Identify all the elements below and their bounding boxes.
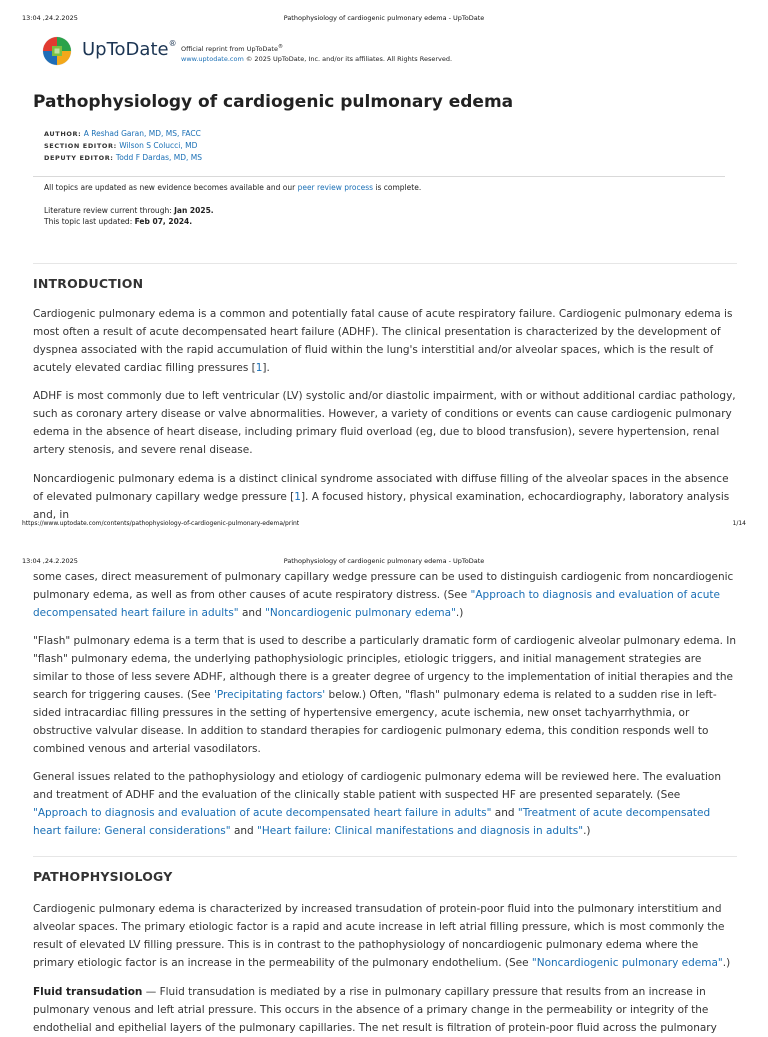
section-editor-label: SECTION EDITOR: [44,142,117,150]
deputy-editor-label: DEPUTY EDITOR: [44,154,114,162]
intro-paragraph-2: ADHF is most commonly due to left ventricular (LV) systolic and/or diastolic impairment, with or without additional cardiac pathology, such as coronary artery disease or valve abnormalities. However, a variety of conditions or events can cause cardiogenic pulmonary edema in the absence of heart disease, including primary fluid overload (eg, due to blood transfusion), severe hypertension, renal artery stenosis, and severe renal disease. [33,390,736,456]
intro-paragraph-4: "Flash" pulmonary edema is a term that is used to describe a particularly dramatic form of cardiogenic alveolar pulmonary edema. In "flash" pulmonary edema, the underlying pathophysiologic principles, etiologic triggers, and initial management strategies are similar to those of less severe ADHF, although there is a greater degree of urgency to the implementation of initial therapies and the search for triggering causes. (See 'Precipitating factors' below.) Often, "flash" pulmonary edema is related to a sudden rise in left-sided intracardiac filling pressures in the setting of hypertensive emergency, acute ischemia, new onset tachyarrhythmia, or obstructive valvular disease. In addition to standard therapies for cardiogenic pulmonary edema, this condition responds well to combined venous and arterial vasodilators. [33,635,737,755]
adhf-treatment-link[interactable]: "Treatment of acute decompensated heart failure: General considerations" [33,807,711,837]
section-divider [33,856,737,857]
adhf-diagnosis-link[interactable]: "Approach to diagnosis and evaluation of acute decompensated heart failure in adults" [33,589,720,619]
section-editor-link[interactable]: Wilson S Colucci, MD [119,141,198,150]
print-title: Pathophysiology of cardiogenic pulmonary edema - UpToDate [283,557,485,565]
author-link[interactable]: A Reshad Garan, MD, MS, FACC [83,129,201,138]
brand-name: UpToDate® [82,39,177,60]
intro-paragraph-1: Cardiogenic pulmonary edema is a common and potentially fatal cause of acute respiratory failure. Cardiogenic pulmonary edema is most often a result of acute decompensated heart failure (ADHF). The clinical presentation is characterized by the development of dyspnea associated with the rapid accumulation of fluid within the lung's interstitial and/or alveolar spaces, which is the result of acutely elevated cardiac filling pressures [1]. [33,308,733,374]
divider [33,176,725,177]
page-1-header [0,14,768,28]
review-dates: Literature review current through: Jan 2025. This topic last updated: Feb 07, 2024. [44,206,214,226]
uptodate-logo-icon [42,36,72,66]
noncardiogenic-edema-link[interactable]: "Noncardiogenic pulmonary edema" [531,957,723,969]
uptodate-site-link[interactable]: www.uptodate.com [181,55,244,64]
fluid-transudation-term: Fluid transudation [33,986,143,998]
intro-paragraph-3-start: Noncardiogenic pulmonary edema is a distinct clinical syndrome associated with diffuse filling of the alveolar spaces in the absence of elevated pulmonary capillary wedge pressure [1]. A focused history, physical examination, echocardiography, laboratory analysis and, in [33,473,730,521]
author-label: AUTHOR: [44,130,82,138]
print-date: 13:04 ,24.2.2025 [22,557,78,565]
intro-paragraph-3-cont: some cases, direct measurement of pulmonary capillary wedge pressure can be used to distinguish cardiogenic from noncardiogenic pulmonary edema, as well as from other causes of acute respiratory distress. (See "Approach to diagnosis and evaluation of acute decompensated heart failure in adults" and "Noncardiogenic pulmonary edema".) [33,571,734,619]
pathophysiology-heading: PATHOPHYSIOLOGY [33,869,173,884]
reprint-notice: Official reprint from UpToDate® www.uptodate.com © 2025 UpToDate, Inc. and/or its affiliates. All Rights Reserved. [181,44,453,64]
patho-paragraph-1: Cardiogenic pulmonary edema is characterized by increased transudation of protein-poor fluid into the pulmonary interstitium and alveolar spaces. The primary etiologic factor is a rapid and acute increase in left atrial filling pressure, which is most commonly the result of elevated LV filling pressure. This is in contrast to the pathophysiology of noncardiogenic pulmonary edema where the primary etiologic factor is an increase in the permeability of the pulmonary endothelium. (See "Noncardiogenic pulmonary edema".) [33,903,731,969]
author-block [44,128,202,164]
print-date: 13:04 ,24.2.2025 [22,14,78,22]
print-url: https://www.uptodate.com/contents/pathophysiology-of-cardiogenic-pulmonary-edema/print [22,520,300,527]
adhf-diagnosis-link[interactable]: "Approach to diagnosis and evaluation of acute decompensated heart failure in adults" [33,807,492,819]
deputy-editor-link[interactable]: Todd F Dardas, MD, MS [115,153,202,162]
page-number: 1/14 [732,520,746,527]
section-divider [33,263,737,264]
reference-link[interactable]: 1 [294,491,301,503]
update-note: All topics are updated as new evidence becomes available and our peer review process is complete. [44,183,422,192]
noncardiogenic-edema-link[interactable]: "Noncardiogenic pulmonary edema" [265,607,456,619]
print-title: Pathophysiology of cardiogenic pulmonary edema - UpToDate [283,14,485,22]
article-title: Pathophysiology of cardiogenic pulmonary edema [33,92,514,112]
intro-paragraph-5: General issues related to the pathophysiology and etiology of cardiogenic pulmonary edema will be reviewed here. The evaluation and treatment of ADHF and the evaluation of the clinically stable patient with suspected HF are presented separately. (See "Approach to diagnosis and evaluation of acute decompensated heart failure in adults" and "Treatment of acute decompensated heart failure: General considerations" and "Heart failure: Clinical manifestations and diagnosis in adults".) [33,771,721,837]
precipitating-factors-link[interactable]: 'Precipitating factors' [213,689,326,701]
reference-link[interactable]: 1 [255,362,263,374]
introduction-heading: INTRODUCTION [33,276,144,291]
peer-review-link[interactable]: peer review process [297,183,374,192]
fluid-transudation-paragraph: Fluid transudation — Fluid transudation is mediated by a rise in pulmonary capillary pressure that results from an increase in pulmonary venous and left atrial pressure. This occurs in the absence of a primary change in the permeability or integrity of the endothelial and epithelial layers of the pulmonary capillaries. The net result is filtration of protein-poor fluid across the pulmonary [33,986,717,1034]
heart-failure-diagnosis-link[interactable]: "Heart failure: Clinical manifestations and diagnosis in adults" [257,825,584,837]
